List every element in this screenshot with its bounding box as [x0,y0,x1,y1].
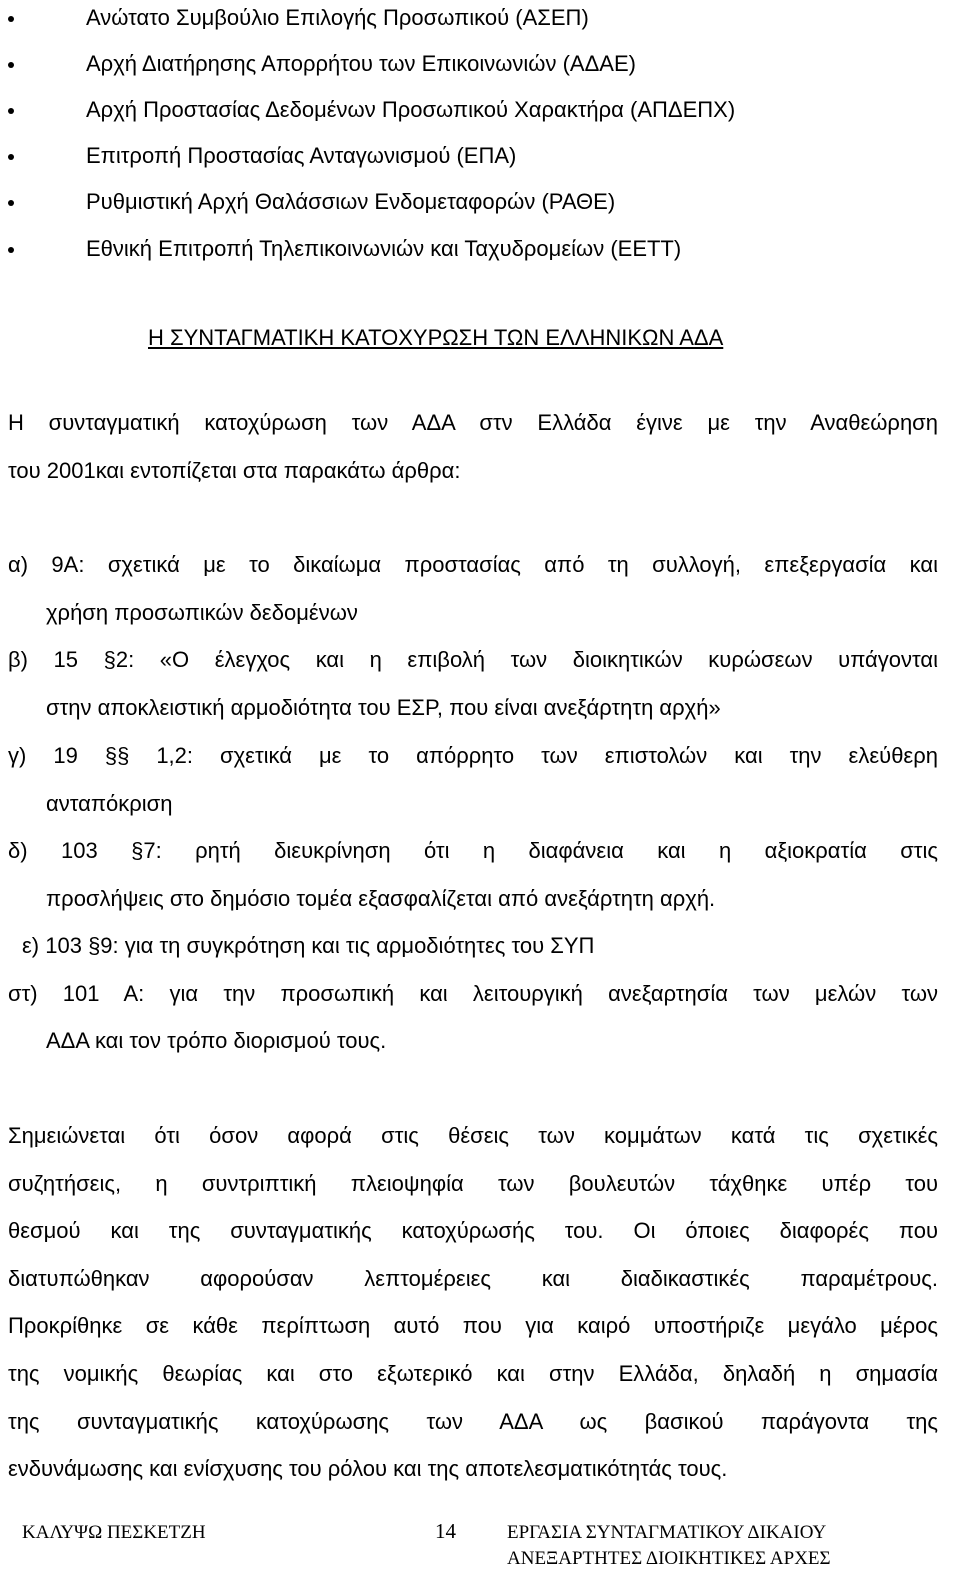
paragraph-line: της νομικής θεωρίας και στο εξωτερικό και στην Ελλάδα, δηλαδή η σημασία [8,1361,938,1386]
article-a-line: α) 9Α: σχετικά με το δικαίωμα προστασίας από τη συλλογή, επεξεργασία και [8,552,938,577]
paragraph-line: διατυπώθηκαν αφορούσαν λεπτομέρειες και διαδικαστικές παραμέτρους. [8,1266,938,1291]
article-b-line: β) 15 §2: «Ο έλεγχος και η επιβολή των διοικητικών κυρώσεων υπάγονται [8,647,938,672]
list-item-text: Ανώτατο Συμβούλιο Επιλογής Προσωπικού (ΑΣΕΠ) [86,5,589,30]
bullet-icon [8,108,14,114]
section-heading: Η ΣΥΝΤΑΓΜΑΤΙΚΗ ΚΑΤΟΧΥΡΩΣΗ ΤΩΝ ΕΛΛΗΝΙΚΩΝ ΑΔΑ [148,325,724,350]
paragraph-line: συζητήσεις, η συντριπτική πλειοψηφία των βουλευτών τάχθηκε υπέρ του [8,1171,938,1196]
bullet-icon [8,62,14,68]
page-number: 14 [435,1519,456,1543]
intro-line: Η συνταγματική κατοχύρωση των ΑΔΑ στν Ελλάδα έγινε με την Αναθεώρηση [8,410,938,435]
article-f-line: στ) 101 Α: για την προσωπική και λειτουργική ανεξαρτησία των μελών των [8,981,938,1006]
article-c-continuation: ανταπόκριση [46,791,173,816]
article-e-line: ε) 103 §9: για τη συγκρότηση και τις αρμοδιότητες του ΣΥΠ [22,933,595,958]
paragraph-line: ενδυνάμωσης και ενίσχυσης του ρόλου και της αποτελεσματικότητάς τους. [8,1456,728,1481]
article-d-line: δ) 103 §7: ρητή διευκρίνηση ότι η διαφάνεια και η αξιοκρατία στις [8,838,938,863]
paragraph-line: Σημειώνεται ότι όσον αφορά στις θέσεις των κομμάτων κατά τις σχετικές [8,1123,938,1148]
bullet-icon [8,200,14,206]
article-c-line: γ) 19 §§ 1,2: σχετικά με το απόρρητο των επιστολών και την ελεύθερη [8,743,938,768]
paragraph-line: της συνταγματικής κατοχύρωσης των ΑΔΑ ως βασικού παράγοντα της [8,1409,938,1434]
list-item [0,87,960,133]
article-f-continuation: ΑΔΑ και τον τρόπο διορισμού τους. [46,1028,387,1053]
list-item-text: Επιτροπή Προστασίας Ανταγωνισμού (ΕΠΑ) [86,143,517,168]
list-item-text: Εθνική Επιτροπή Τηλεπικοινωνιών και Ταχυδρομείων (ΕΕΤΤ) [86,236,682,261]
article-b-continuation: στην αποκλειστική αρμοδιότητα του ΕΣΡ, που είναι ανεξάρτητη αρχή» [46,695,721,720]
article-a-continuation: χρήση προσωπικών δεδομένων [46,600,358,625]
paragraph-line: θεσμού και της συνταγματικής κατοχύρωσής του. Οι όποιες διαφορές που [8,1218,938,1243]
list-item [0,0,960,41]
list-item-text: Ρυθμιστική Αρχή Θαλάσσιων Ενδομεταφορών (ΡΑΘΕ) [86,189,616,214]
footer-subtitle: ΑΝΕΞΑΡΤΗΤΕΣ ΔΙΟΙΚΗΤΙΚΕΣ ΑΡΧΕΣ [507,1548,831,1569]
footer-author: ΚΑΛΥΨΩ ΠΕΣΚΕΤΖΗ [22,1522,206,1543]
list-item-text: Αρχή Προστασίας Δεδομένων Προσωπικού Χαρακτήρα (ΑΠΔΕΠΧ) [86,97,736,122]
bullet-icon [8,247,14,253]
list-item [0,179,960,225]
list-item-text: Αρχή Διατήρησης Απορρήτου των Επικοινωνιών (ΑΔΑΕ) [86,51,636,76]
list-item [0,41,960,87]
list-item [0,226,960,272]
footer-title: ΕΡΓΑΣΙΑ ΣΥΝΤΑΓΜΑΤΙΚΟΥ ΔΙΚΑΙΟΥ [507,1522,827,1543]
bullet-icon [8,154,14,160]
intro-line: του 2001και εντοπίζεται στα παρακάτω άρθρα: [8,458,461,483]
list-item [0,133,960,179]
paragraph-line: Προκρίθηκε σε κάθε περίπτωση αυτό που για καιρό υποστήριζε μεγάλο μέρος [8,1313,938,1338]
bullet-icon [8,16,14,22]
article-d-continuation: προσλήψεις στο δημόσιο τομέα εξασφαλίζεται από ανεξάρτητη αρχή. [46,886,716,911]
